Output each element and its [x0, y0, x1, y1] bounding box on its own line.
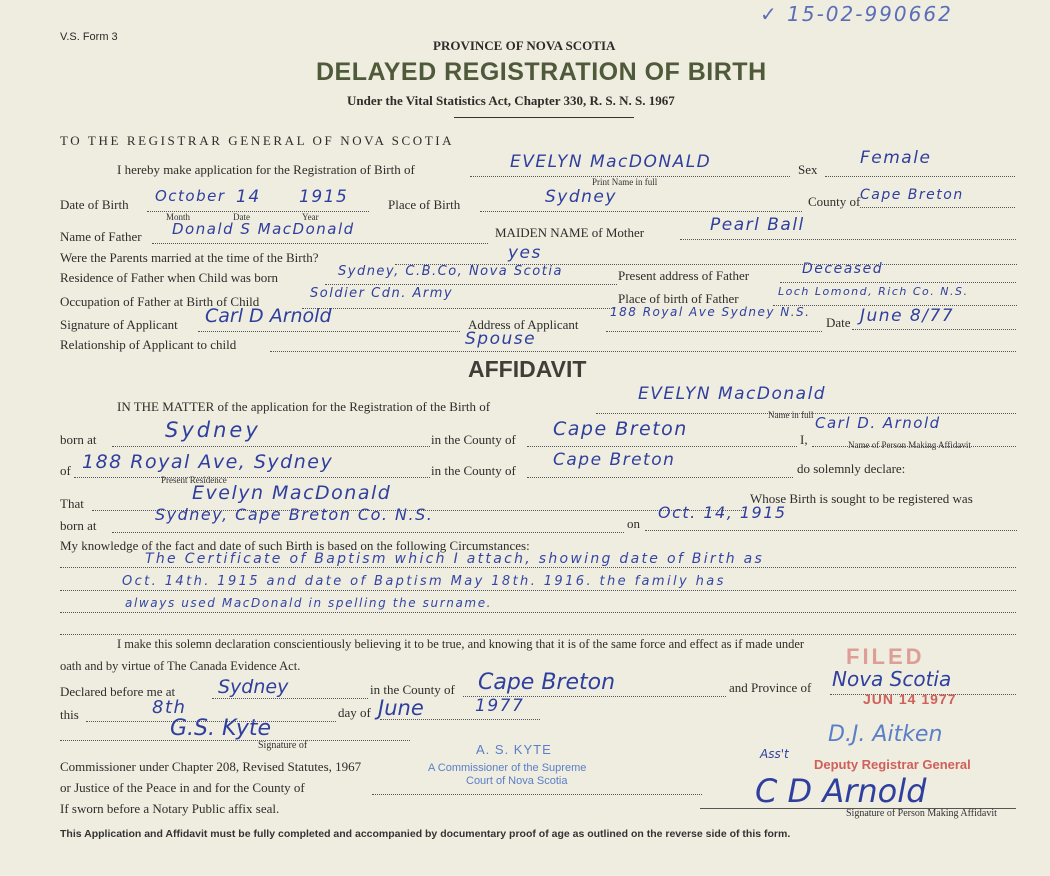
father-line: [152, 243, 488, 244]
sex-value: Female: [860, 148, 932, 168]
commissioner-line: Commissioner under Chapter 208, Revised Statutes, 1967: [60, 759, 362, 774]
solemn-line-2: oath and by virtue of The Canada Evidence Act.: [60, 659, 301, 673]
of-label: of: [60, 463, 71, 478]
child-name-value: EVELYN MacDONALD: [510, 152, 712, 172]
declare-label: do solemnly declare:: [797, 461, 906, 476]
county-value: Cape Breton: [860, 187, 964, 203]
signature-line: [198, 331, 460, 332]
relationship-line: [270, 351, 1016, 352]
applicant-addr-value: 188 Royal Ave Sydney N.S.: [610, 305, 811, 319]
filed-stamp: FILED: [846, 644, 925, 669]
dob-label: Date of Birth: [60, 197, 129, 212]
sex-line: [825, 176, 1015, 177]
born-at-line: [112, 446, 430, 447]
form-id: V.S. Form 3: [60, 31, 118, 43]
that-value: Evelyn MacDonald: [192, 482, 392, 504]
born-at2-label: born at: [60, 518, 97, 533]
father-value: Donald S MacDonald: [172, 220, 355, 238]
dob-date-value: 14: [236, 187, 261, 207]
file-number: ✓ 15-02-990662: [760, 2, 953, 26]
kyte-stamp-line2: Court of Nova Scotia: [466, 775, 568, 787]
residence-label: Residence of Father when Child was born: [60, 270, 279, 285]
kyte-stamp-name: A. S. KYTE: [476, 742, 552, 757]
circ-line-4: [60, 634, 1016, 635]
county-c-label: in the County of: [370, 682, 455, 697]
declared-line: [212, 698, 368, 699]
mother-value: Pearl Ball: [710, 215, 805, 235]
matter-value: EVELYN MacDonald: [638, 384, 827, 404]
present-residence-caption: Present Residence: [161, 475, 227, 485]
person-value: Carl D. Arnold: [815, 414, 941, 432]
county-a-label: in the County of: [431, 432, 516, 447]
kyte-stamp-line1: A Commissioner of the Supreme: [428, 762, 587, 774]
declared-value: Sydney: [218, 676, 289, 698]
occupation-line: [302, 308, 614, 309]
sex-label: Sex: [798, 162, 818, 177]
applicant-addr-label: Address of Applicant: [468, 317, 579, 332]
to-registrar: TO THE REGISTRAR GENERAL OF NOVA SCOTIA: [60, 133, 455, 148]
date-caption: Date: [233, 212, 250, 222]
on-line: [645, 530, 1017, 531]
county-a-line: [527, 446, 797, 447]
county-label: County of: [808, 194, 861, 209]
on-value: Oct. 14, 1915: [658, 503, 787, 522]
place-line: [480, 211, 802, 212]
solemn-line-1: I make this solemn declaration conscientiously believing it to be true, and knowing that it is of the same force and effect as if made under: [117, 637, 805, 651]
signature-of-caption: Signature of: [258, 740, 308, 751]
print-name-caption: Print Name in full: [592, 177, 658, 187]
on-label: on: [627, 516, 640, 531]
filed-date-stamp: JUN 14 1977: [863, 691, 957, 707]
born-at-label: born at: [60, 432, 97, 447]
matter-label: IN THE MATTER of the application for the Registration of the Birth of: [117, 399, 491, 414]
form-title: DELAYED REGISTRATION OF BIRTH: [316, 58, 767, 86]
day-of-label: day of: [338, 705, 371, 720]
title-rule: [454, 117, 634, 118]
place-label: Place of Birth: [388, 197, 461, 212]
sig-person-caption: Signature of Person Making Affidavit: [846, 808, 997, 819]
this-label: this: [60, 707, 79, 722]
deputy-stamp: Deputy Registrar General: [814, 757, 971, 772]
month-caption: Month: [166, 212, 191, 222]
circ-line-3: [60, 612, 1016, 613]
person-caption: Name of Person Making Affidavit: [848, 440, 971, 450]
footer-note: This Application and Affidavit must be fully completed and accompanied by documentary proof of age as outlined on the reverse side of this form.: [60, 828, 791, 840]
declared-label: Declared before me at: [60, 684, 176, 699]
dob-month-value: October: [155, 187, 226, 205]
present-addr-label: Present address of Father: [618, 268, 750, 283]
residence-value: Sydney, C.B.Co, Nova Scotia: [338, 264, 563, 279]
justice-line: or Justice of the Peace in and for the County of: [60, 780, 305, 795]
occupation-label: Occupation of Father at Birth of Child: [60, 294, 260, 309]
county-b-value: Cape Breton: [553, 450, 676, 470]
born-at-value: Sydney: [165, 418, 261, 442]
born-at2-value: Sydney, Cape Breton Co. N.S.: [155, 505, 434, 524]
person-signature: C D Arnold: [755, 772, 927, 810]
relationship-label: Relationship of Applicant to child: [60, 337, 237, 352]
province-value: Nova Scotia: [832, 667, 952, 691]
date-value: June 8/77: [860, 306, 955, 326]
circ-line-2: [60, 590, 1016, 591]
province-label: and Province of: [729, 680, 812, 695]
intro-label: I hereby make application for the Registration of Birth of: [117, 162, 415, 177]
justice-county-line: [372, 794, 702, 795]
of-value: 188 Royal Ave, Sydney: [82, 451, 334, 473]
year-caption: Year: [302, 212, 319, 222]
circumstance-line-2: Oct. 14th. 1915 and date of Baptism May 18th. 1916. the family has: [122, 574, 726, 589]
mother-line: [680, 239, 1016, 240]
county-line: [860, 207, 1015, 208]
born-at2-line: [112, 532, 624, 533]
applicant-signature: Carl D Arnold: [205, 305, 332, 327]
place-value: Sydney: [545, 187, 617, 207]
mother-label: MAIDEN NAME of Mother: [495, 225, 645, 240]
circumstance-line-3: always used MacDonald in spelling the surname.: [125, 596, 493, 610]
present-addr-line: [780, 282, 1016, 283]
father-label: Name of Father: [60, 229, 142, 244]
notary-line: If sworn before a Notary Public affix seal.: [60, 801, 280, 816]
county-b-line: [527, 477, 793, 478]
circumstance-line-1: The Certificate of Baptism which I attach, showing date of Birth as: [145, 551, 765, 567]
married-label: Were the Parents married at the time of the Birth?: [60, 250, 319, 265]
name-in-full-caption: Name in full: [768, 410, 814, 420]
signature-label: Signature of Applicant: [60, 317, 178, 332]
year-value: 1977: [475, 696, 525, 716]
province-heading: PROVINCE OF NOVA SCOTIA: [433, 38, 616, 53]
date-label: Date: [826, 315, 851, 330]
deputy-signature: D.J. Aitken: [828, 722, 943, 747]
affidavit-heading: AFFIDAVIT: [468, 356, 587, 382]
father-birthplace-label: Place of birth of Father: [618, 291, 739, 306]
relationship-value: Spouse: [465, 329, 537, 349]
date-line: [852, 329, 1016, 330]
knowledge-label: My knowledge of the fact and date of such Birth is based on the following Circumstances:: [60, 538, 530, 553]
county-b-label: in the County of: [431, 463, 516, 478]
married-value: yes: [508, 243, 542, 263]
asst-mark: Ass't: [760, 747, 789, 761]
whose-label: Whose Birth is sought to be registered was: [750, 491, 973, 506]
that-label: That: [60, 496, 84, 511]
father-birthplace-value: Loch Lomond, Rich Co. N.S.: [778, 285, 969, 298]
commissioner-sig-line: [60, 740, 410, 741]
county-a-value: Cape Breton: [553, 418, 688, 440]
i-label: I,: [800, 432, 808, 447]
residence-line: [325, 284, 617, 285]
occupation-value: Soldier Cdn. Army: [310, 286, 454, 301]
month-value: June: [378, 696, 424, 720]
day-value: 8th: [152, 697, 187, 718]
commissioner-signature: G.S. Kyte: [170, 716, 272, 741]
county-c-value: Cape Breton: [478, 670, 616, 695]
act-subtitle: Under the Vital Statistics Act, Chapter 330, R. S. N. S. 1967: [347, 93, 675, 108]
present-addr-value: Deceased: [802, 261, 884, 277]
applicant-addr-line: [606, 331, 822, 332]
circ-line-1: [60, 567, 1016, 568]
of-line: [74, 477, 430, 478]
dob-year-value: 1915: [299, 187, 349, 207]
